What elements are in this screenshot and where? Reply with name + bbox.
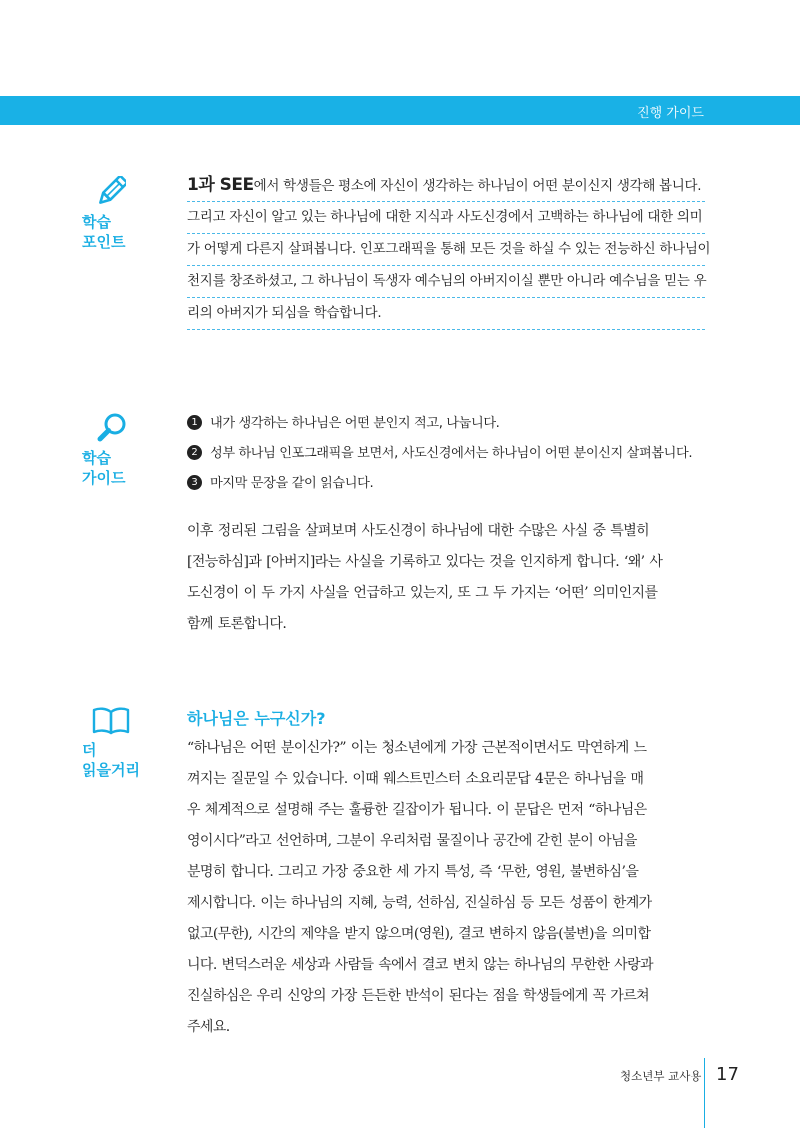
text-line: 우 체계적으로 설명해 주는 훌륭한 길잡이가 됩니다. 이 문답은 먼저 “하나님은 [187,802,647,818]
text-line: 도신경이 이 두 가지 사실을 언급하고 있는지, 또 그 두 가지는 ‘어떤’ 의미인지를 [187,585,658,601]
step-number: 3 [187,475,202,490]
learning-guide-label [82,412,162,488]
label-line-1: 더 [82,741,97,759]
pencil-icon [96,176,126,208]
text-line: 함께 토론합니다. [187,616,287,632]
label-line-2: 가이드 [82,469,126,487]
label-line-1: 학습 [82,213,111,231]
text-line: “하나님은 어떤 분이신가?” 이는 청소년에게 가장 근본적이면서도 막연하게 느 [187,740,647,756]
learning-guide-steps [187,409,707,499]
learning-point-label [82,176,162,252]
text-line: 니다. 변덕스러운 세상과 사람들 속에서 결코 변치 않는 하나님의 무한한 사랑과 [187,957,653,973]
guide-step: 3 마지막 문장을 같이 읽습니다. [187,469,707,499]
step-number: 1 [187,415,202,430]
page-number: 17 [716,1064,739,1085]
further-reading-title: 하나님은 누구신가? [187,709,326,728]
footer-label: 청소년부 교사용 [620,1069,702,1083]
label-line-1: 학습 [82,449,111,467]
lesson-lead: 1과 SEE [187,175,254,195]
further-reading-body [187,733,707,1043]
text-line: 그리고 자신이 알고 있는 하나님에 대한 지식과 사도신경에서 고백하는 하나님에 대한 의미 [187,202,705,234]
learning-point-body [187,170,711,330]
text-line: 껴지는 질문일 수 있습니다. 이때 웨스트민스터 소요리문답 4문은 하나님을 매 [187,771,644,787]
text-line: 분명히 합니다. 그리고 가장 중요한 세 가지 특성, 즉 ‘무한, 영원, 불변하심’을 [187,864,639,880]
text-line: 가 어떻게 다른지 살펴봅니다. 인포그래픽을 통해 모든 것을 하실 수 있는 전능하신 하나님이 [187,234,705,266]
text-line: 리의 아버지가 되심을 학습합니다. [187,298,705,330]
section-title: 진행 가이드 [637,106,704,121]
text-line: 천지를 창조하셨고, 그 하나님이 독생자 예수님의 아버지이실 뿐만 아니라 예수님을 믿는 우 [187,266,705,298]
text-line: 진실하심은 우리 신앙의 가장 든든한 반석이 된다는 점을 학생들에게 꼭 가르쳐 [187,988,650,1004]
open-book-icon [92,706,130,736]
guide-step: 1 내가 생각하는 하나님은 어떤 분인지 적고, 나눕니다. [187,409,707,439]
learning-guide-paragraph [187,516,707,640]
text-line: 이후 정리된 그림을 살펴보며 사도신경이 하나님에 대한 수많은 사실 중 특별히 [187,523,650,539]
label-line-2: 읽을거리 [82,761,140,779]
section-header-bar [0,96,800,125]
label-line-2: 포인트 [82,233,126,251]
magnifier-icon [96,412,128,444]
text-line: 주세요. [187,1019,230,1035]
footer-divider [704,1058,705,1128]
text-line: 없고(무한), 시간의 제약을 받지 않으며(영원), 결코 변하지 않음(불변)을 의미합 [187,926,651,942]
text-line: 1과 SEE에서 학생들은 평소에 자신이 생각하는 하나님이 어떤 분이신지 생각해 봅니다. [187,170,705,202]
text-line: 영이시다”라고 선언하며, 그분이 우리처럼 물질이나 공간에 갇힌 분이 아님을 [187,833,637,849]
guide-step: 2 성부 하나님 인포그래픽을 보면서, 사도신경에서는 하나님이 어떤 분이신지 살펴봅니다. [187,439,707,469]
text-line: 제시합니다. 이는 하나님의 지혜, 능력, 선하심, 진실하심 등 모든 성품이 한계가 [187,895,652,911]
further-reading-label [82,706,162,780]
text-line: [전능하심]과 [아버지]라는 사실을 기록하고 있다는 것을 인지하게 합니다. ‘왜’ 사 [187,554,663,570]
step-number: 2 [187,445,202,460]
